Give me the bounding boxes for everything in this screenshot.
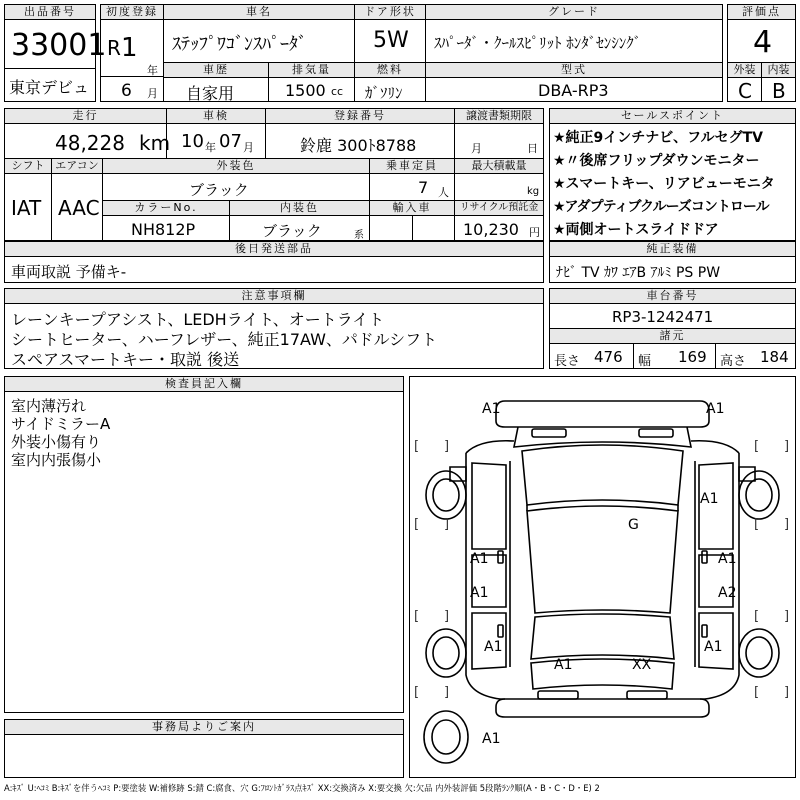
cap-label: 乗車定員 [369, 158, 455, 174]
color-label: 外装色 [102, 158, 370, 174]
sales-points [549, 123, 796, 241]
first-reg-label: 初度登録 [100, 4, 164, 20]
sales-point: ★純正9インチナビ、フルセグTV [553, 130, 763, 146]
office-notes [4, 734, 404, 778]
sales-point: ★スマートキー、リアビューモニタ [553, 176, 775, 192]
max-load: kg [454, 173, 544, 201]
transfer-deadline: 月 日 [454, 123, 544, 159]
ext-label: 外装 [727, 62, 762, 78]
notes-line: スペアスマートキー・取説 後送 [11, 350, 240, 369]
recycle: 10,230 円 [454, 215, 544, 241]
shift-label: シフト [4, 158, 52, 174]
score: 4 [727, 19, 796, 63]
venue: 東京デビュ [4, 68, 96, 102]
sales-points-label: セールスポイント [549, 108, 796, 124]
inspector-line: 室内内張傷小 [11, 451, 102, 469]
model: DBA-RP3 [425, 77, 723, 102]
equipment: ﾅﾋﾞ TV ｶﾜ ｴｱB ｱﾙﾐ PS PW [549, 256, 796, 283]
inspector-line: サイドミラーA [11, 415, 111, 433]
ac: AAC [51, 173, 103, 241]
shaken-label: 車検 [166, 108, 266, 124]
interior-color: ブラック 系 [229, 215, 370, 241]
intcolor-label: 内装色 [229, 200, 370, 216]
fuel-label: 燃料 [354, 62, 426, 78]
capacity: 7 人 [369, 173, 455, 201]
equipment-label: 純正装備 [549, 241, 796, 257]
notes-line: シートヒーター、ハーフレザー、純正17AW、パドルシフト [11, 330, 438, 349]
int-label: 内装 [761, 62, 796, 78]
chassis-number: RP3-1242471 [549, 303, 796, 329]
inspector-label: 検査員記入欄 [4, 376, 404, 392]
import [369, 215, 455, 241]
damage-mark: A1 [482, 401, 501, 417]
grade: ｽﾊﾟｰﾀﾞ・ｸｰﾙｽﾋﾟﾘｯﾄ ﾎﾝﾀﾞｾﾝｼﾝｸﾞ [425, 19, 723, 63]
fuel: ｶﾞｿﾘﾝ [354, 77, 426, 102]
damage-mark: A1 [706, 401, 725, 417]
car-outline [410, 377, 795, 777]
chassis-label: 車台番号 [549, 288, 796, 304]
dims: 長さ 476 幅 169 高さ 184 [549, 343, 796, 369]
displacement: 1500 cc [268, 77, 355, 102]
ext-grade: C [727, 77, 762, 102]
damage-mark: A1 [704, 639, 723, 655]
dims-label: 諸元 [549, 328, 796, 344]
plate: 鈴鹿 300ﾄ8788 [265, 123, 455, 159]
history: 自家用 [163, 77, 269, 102]
load-label: 最大積載量 [454, 158, 544, 174]
shaken: 10 年 07 月 [166, 123, 266, 159]
damage-mark: A1 [700, 491, 719, 507]
damage-diagram: [ ] [ ] [ ] [ ] [ ] [ ] [ ] [ ] A1 A1 A1 G A1 A1 A1 A2 A1 A1 A1 XX A1 [409, 376, 796, 778]
damage-mark: A1 [484, 639, 503, 655]
door-label: ドア形状 [354, 4, 426, 20]
damage-mark: A1 [470, 585, 489, 601]
grade-label: グレード [425, 4, 723, 20]
recycle-label: リサイクル預託金 [454, 200, 544, 216]
notes-label: 注意事項欄 [4, 288, 544, 304]
colorno-label: カラーNo. [102, 200, 230, 216]
inspector-line: 室内薄汚れ [11, 397, 87, 415]
disp-label: 排気量 [268, 62, 355, 78]
damage-mark: A1 [718, 551, 737, 567]
carname-label: 車名 [163, 4, 355, 20]
color-number: NH812P [102, 215, 230, 241]
plate-label: 登録番号 [265, 108, 455, 124]
notes-line: レーンキープアシスト、LEDHライト、オートライト [11, 310, 385, 329]
mileage: 48,228 km [4, 123, 167, 159]
damage-mark: A1 [554, 657, 573, 673]
shift: IAT [4, 173, 52, 241]
first-reg-month: 6 月 [100, 76, 164, 102]
sales-point: ★アダプティブクルーズコントロール [553, 199, 769, 215]
damage-mark: G [628, 517, 639, 533]
score-label: 評価点 [727, 4, 796, 20]
lot-number: 33001 [4, 19, 96, 69]
int-grade: B [761, 77, 796, 102]
carname: ｽﾃｯﾌﾟﾜｺﾞﾝｽﾊﾟｰﾀﾞ [163, 19, 355, 63]
inspector-notes [4, 391, 404, 713]
inspector-line: 外装小傷有り [11, 433, 102, 451]
later-parts-label: 後日発送部品 [4, 241, 544, 257]
first-reg-year: R 1 年 [100, 19, 164, 77]
damage-mark: XX [632, 657, 652, 673]
sales-point: ★両側オートスライドドア [553, 222, 719, 238]
mileage-label: 走行 [4, 108, 167, 124]
damage-mark: A1 [470, 551, 489, 567]
notes [4, 303, 544, 369]
history-label: 車歴 [163, 62, 269, 78]
later-parts: 車両取説 予備キ- [4, 256, 544, 283]
color: ブラック [102, 173, 370, 201]
office-label: 事務局よりご案内 [4, 719, 404, 735]
import-label: 輸入車 [369, 200, 455, 216]
damage-mark: A2 [718, 585, 737, 601]
transfer-label: 譲渡書類期限 [454, 108, 544, 124]
legend: A:ｷｽﾞ U:ﾍｺﾐ B:ｷｽﾞを伴うﾍｺﾐ P:要塗装 W:補修跡 S:錆 C:腐食、穴 G:ﾌﾛﾝﾄｶﾞﾗｽ点ｷｽﾞ XX:交換済み X:要交換 欠:欠品 内外装評価 5段階ﾗﾝｸ順(A・B・C・D・E) 2 [4, 783, 600, 793]
damage-mark: A1 [482, 731, 501, 747]
lot-label: 出品番号 [4, 4, 96, 20]
sales-point: ★〃後席フリップダウンモニター [553, 153, 760, 169]
ac-label: エアコン [51, 158, 103, 174]
door: 5W [354, 19, 426, 63]
model-label: 型式 [425, 62, 723, 78]
